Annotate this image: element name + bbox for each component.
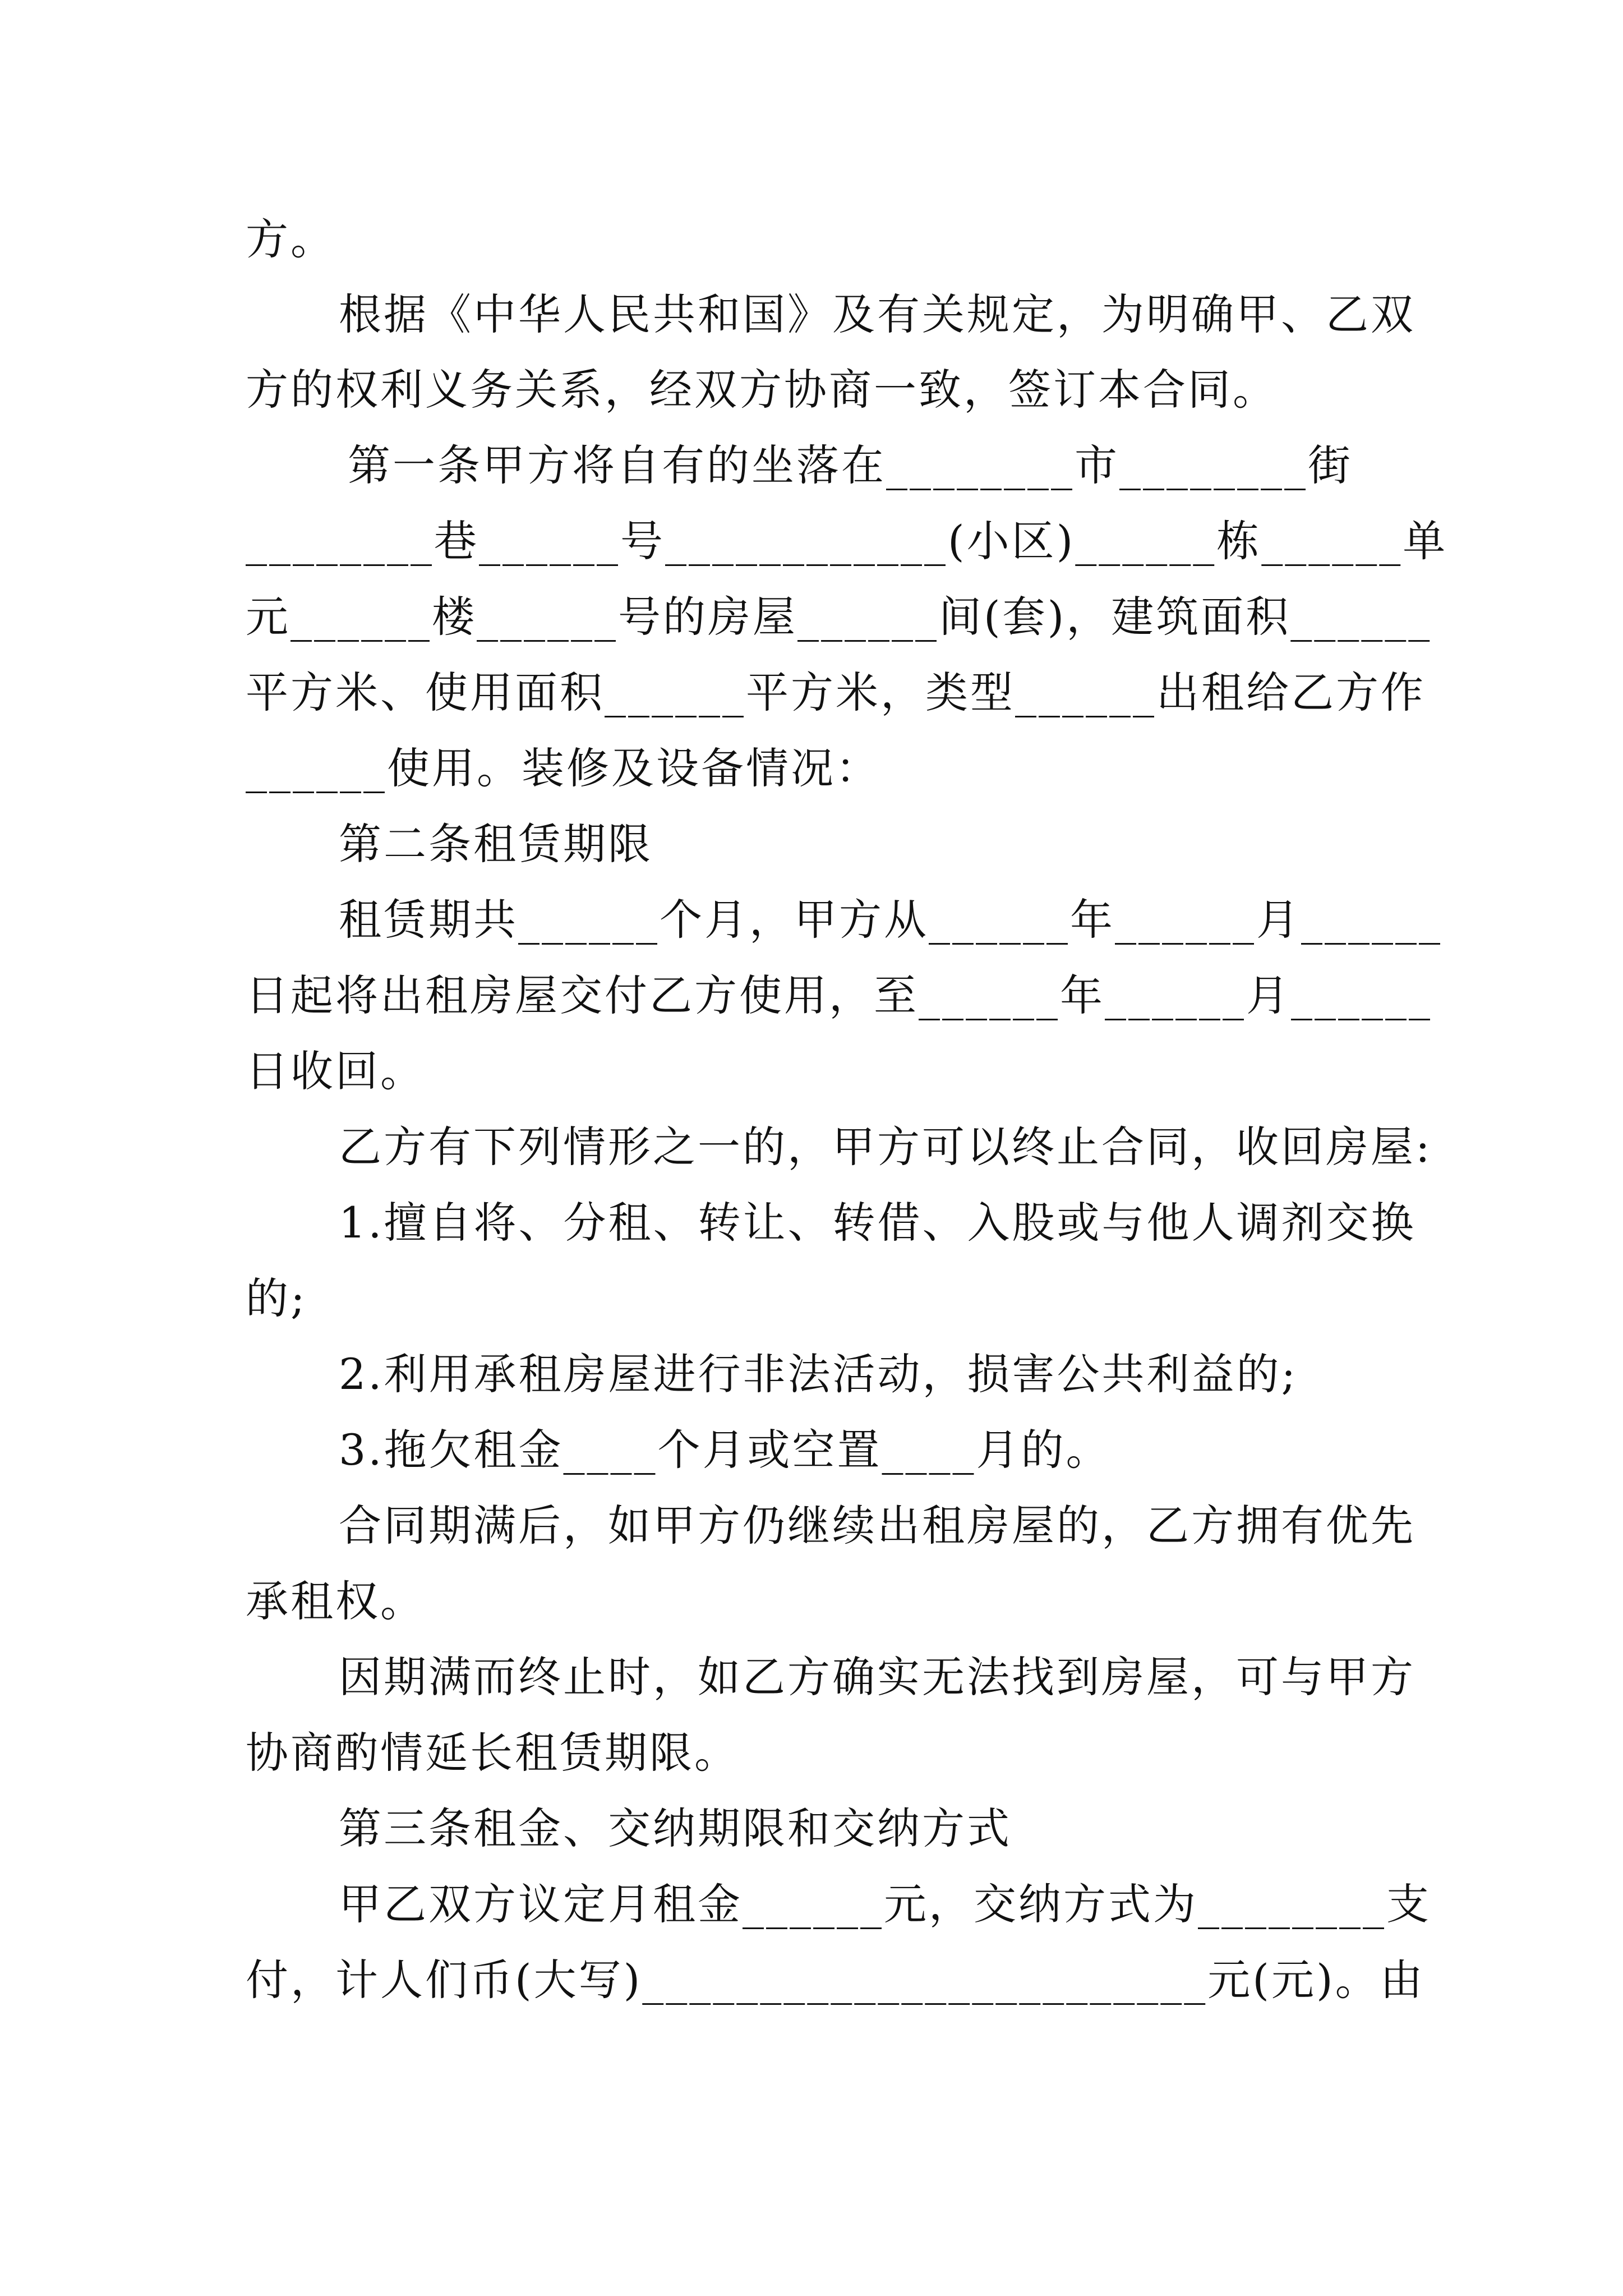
- clause-2-heading: 第二条租赁期限: [339, 819, 653, 869]
- paragraph-line: 方的权利义务关系，经双方协商一致，签订本合同。: [246, 365, 1278, 415]
- list-item: 3.拖欠租金____个月或空置____月的。: [339, 1425, 1111, 1475]
- paragraph-line: 承租权。: [246, 1576, 425, 1626]
- paragraph-line: 协商酌情延长租赁期限。: [246, 1728, 739, 1778]
- paragraph-line: 甲乙双方议定月租金______元，交纳方式为________支: [339, 1879, 1431, 1929]
- paragraph-line: 租赁期共______个月，甲方从______年______月______: [339, 895, 1442, 945]
- paragraph-line: 的;: [246, 1273, 307, 1323]
- paragraph-text: 根据《中华人民共和国》及有关规定，为明确甲、乙双: [339, 289, 1415, 339]
- paragraph-line: 因期满而终止时，如乙方确实无法找到房屋，可与甲方: [339, 1652, 1415, 1702]
- paragraph-line: ______使用。装修及设备情况：: [246, 743, 880, 793]
- paragraph-line: 合同期满后，如甲方仍继续出租房屋的，乙方拥有优先: [339, 1501, 1415, 1550]
- paragraph-line: ________巷______号____________(小区)______栋______单: [246, 516, 1448, 566]
- paragraph-line: 日起将出租房屋交付乙方使用，至______年______月______: [246, 970, 1432, 1020]
- paragraph-line: 平方米、使用面积______平方米，类型______出租给乙方作: [246, 668, 1426, 717]
- paragraph-line: [339, 284, 1415, 346]
- paragraph-line: 日收回。: [246, 1046, 425, 1096]
- clause-3-heading: 第三条租金、交纳期限和交纳方式: [339, 1803, 1012, 1853]
- paragraph-line: 方。: [246, 214, 335, 264]
- paragraph-line: 乙方有下列情形之一的，甲方可以终止合同，收回房屋:: [339, 1122, 1432, 1172]
- clause-1-line: 第一条甲方将自有的坐落在________市________街: [348, 440, 1353, 490]
- paragraph-line: 元______楼______号的房屋______间(套)，建筑面积______: [246, 592, 1432, 642]
- list-item: 1.擅自将、分租、转让、转借、入股或与他人调剂交换: [339, 1198, 1416, 1248]
- list-item: 2.利用承租房屋进行非法活动，损害公共利益的;: [339, 1349, 1298, 1399]
- paragraph-line: 付，计人们币(大写)________________________元(元)。由: [246, 1955, 1425, 2005]
